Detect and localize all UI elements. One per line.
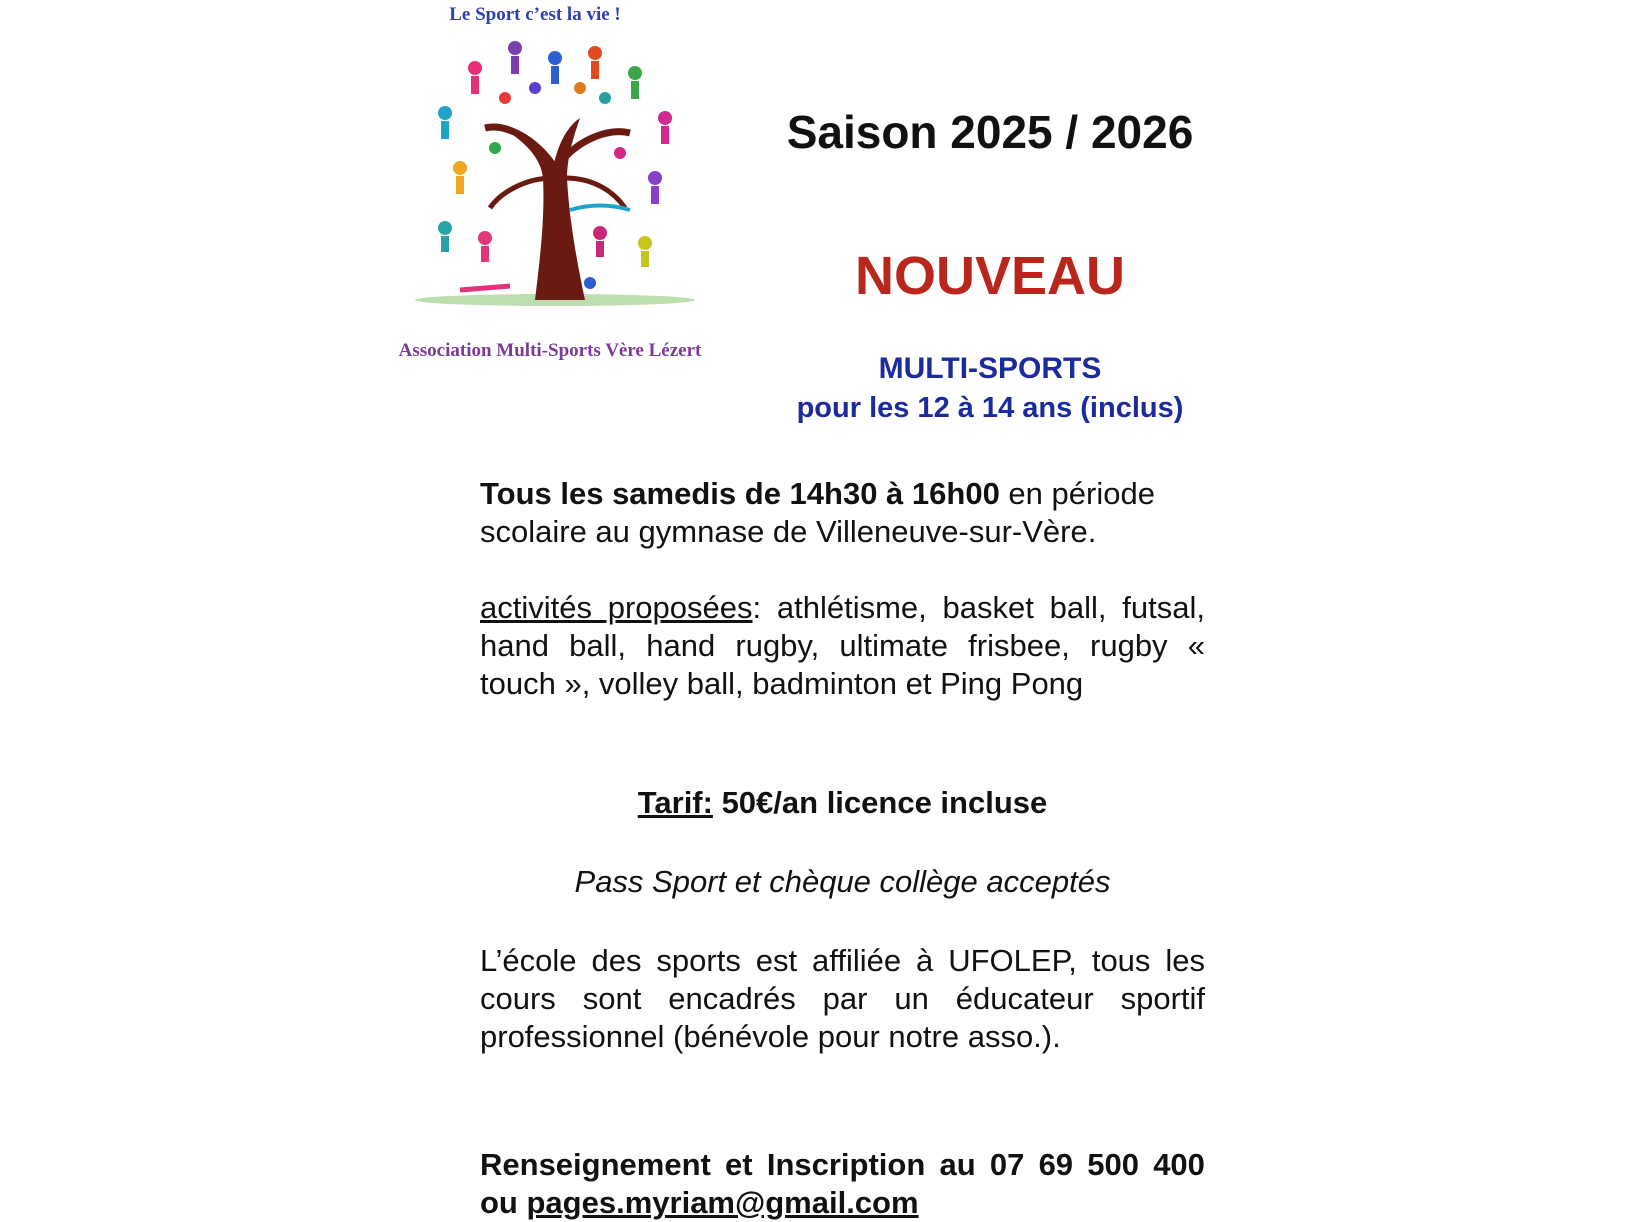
contact-word: et (725, 1147, 753, 1182)
sports-tree-logo (405, 28, 705, 328)
schedule-location: en période scolaire au gymnase de Villeneuve-sur-Vère. (480, 476, 1155, 549)
age-range: pour les 12 à 14 ans (inclus) (796, 392, 1184, 424)
payment-note: Pass Sport et chèque collège acceptés (574, 864, 1111, 899)
contact-word: Renseignement (480, 1147, 711, 1182)
activity-title: MULTI-SPORTS (878, 352, 1102, 385)
affiliation-paragraph: L’école des sports est affiliée à UFOLEP, tous les cours sont encadrés par un éducateur sportif professionnel (bénévole pour notre asso.). (480, 943, 1205, 1054)
association-name: Association Multi-Sports Vère Lézert (398, 340, 702, 361)
tarif-line (480, 785, 1205, 821)
season-title: Saison 2025 / 2026 (786, 106, 1194, 158)
contact-word: au (939, 1147, 976, 1182)
schedule-time: Tous les samedis de 14h30 à 16h00 (480, 476, 1000, 511)
contact-paragraph (480, 1146, 1205, 1222)
contact-word: Inscription (766, 1147, 926, 1182)
tarif-label: Tarif: (637, 785, 713, 820)
email-line (480, 1184, 1205, 1222)
phone-part: 400 (1153, 1147, 1205, 1182)
phone-part: 500 (1087, 1147, 1139, 1182)
activities-label: activités proposées (480, 590, 753, 625)
tarif-value: 50€/an licence incluse (712, 785, 1048, 820)
phone-part: 69 (1038, 1147, 1074, 1182)
logo-tagline: Le Sport c’est la vie ! (449, 4, 621, 25)
nouveau-badge: NOUVEAU (854, 246, 1126, 306)
schedule-paragraph (480, 475, 1205, 551)
activities-paragraph (480, 589, 1205, 703)
email-link[interactable]: pages.myriam@gmail.com (526, 1185, 919, 1220)
contact-line (480, 1146, 1205, 1184)
activities-list: : athlétisme, basket ball, futsal, hand ball, hand rugby, ultimate frisbee, rugby « touch », volley ball, badminton et Ping Pong (480, 590, 1205, 701)
phone-part: 07 (989, 1147, 1025, 1182)
contact-or: ou (480, 1185, 527, 1220)
